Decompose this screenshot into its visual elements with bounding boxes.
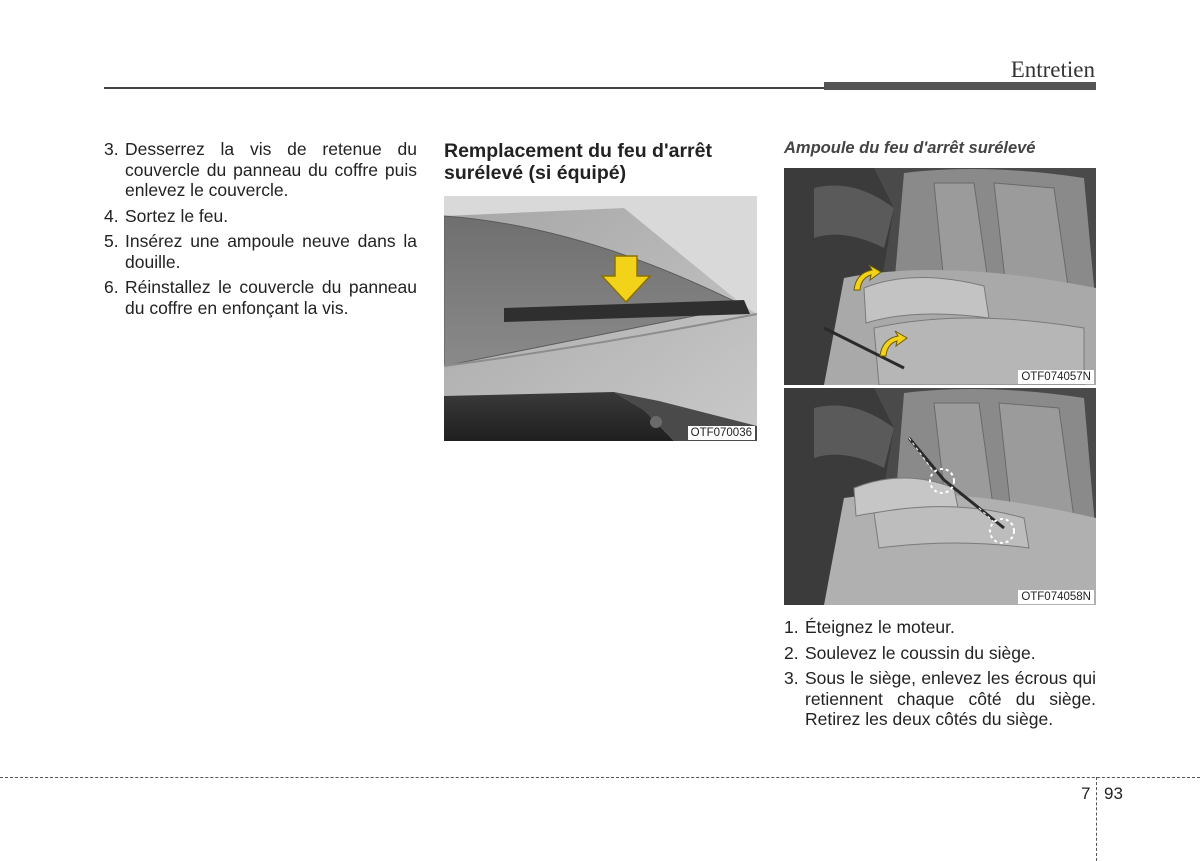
- page-number: 93: [1104, 784, 1123, 803]
- chapter-number: 7: [1081, 784, 1091, 803]
- header-rule-thin: [104, 87, 824, 89]
- step-text: Soulevez le coussin du siège.: [805, 642, 1036, 663]
- step-text: Insérez une ampoule neuve dans la douille.: [125, 231, 417, 272]
- rear-seat-figure-1: [784, 168, 1096, 385]
- section-title: Entretien: [1010, 57, 1095, 82]
- figure-label: OTF074058N: [1018, 590, 1094, 604]
- step-text: Sortez le feu.: [125, 205, 229, 226]
- list-item: [784, 617, 1096, 638]
- step-text: Sous le siège, enlevez les écrous qui retiennent chaque côté du siège. Retirez les deux côtés du siège.: [805, 668, 1096, 729]
- list-item: [104, 277, 417, 318]
- step-number: 2.: [784, 642, 799, 663]
- header-rule-thick: [824, 82, 1096, 90]
- step-text: Éteignez le moteur.: [805, 617, 955, 637]
- step-text: Desserrez la vis de retenue du couvercle du panneau du coffre puis enlevez le couvercle.: [125, 139, 417, 200]
- left-steps-list: [104, 139, 417, 323]
- footer-dashed-rule: [0, 777, 1200, 778]
- figure-caption: Ampoule du feu d'arrêt surélevé: [784, 139, 1036, 157]
- step-number: 4.: [104, 205, 119, 226]
- list-item: [784, 643, 1096, 664]
- list-item: [784, 668, 1096, 730]
- rear-seat-illustration-2: [784, 388, 1096, 605]
- list-item: [104, 139, 417, 201]
- right-steps-list: [784, 617, 1096, 735]
- rear-window-illustration: [444, 196, 757, 441]
- brake-light-figure: [444, 196, 757, 441]
- rear-seat-illustration-1: [784, 168, 1096, 385]
- figure-label: OTF074057N: [1018, 370, 1094, 384]
- figure-label: OTF070036: [688, 426, 755, 440]
- rear-seat-figure-2: [784, 388, 1096, 605]
- step-text: Réinstallez le couvercle du panneau du coffre en enfonçant la vis.: [125, 277, 417, 318]
- step-number: 5.: [104, 231, 119, 251]
- list-item: [104, 206, 417, 227]
- step-number: 3.: [104, 139, 119, 159]
- step-number: 1.: [784, 617, 799, 637]
- footer-dashed-divider: [1096, 777, 1097, 861]
- list-item: [104, 231, 417, 272]
- step-number: 6.: [104, 277, 119, 297]
- section-heading: Remplacement du feu d'arrêt surélevé (si équipé): [444, 140, 712, 184]
- step-number: 3.: [784, 668, 799, 688]
